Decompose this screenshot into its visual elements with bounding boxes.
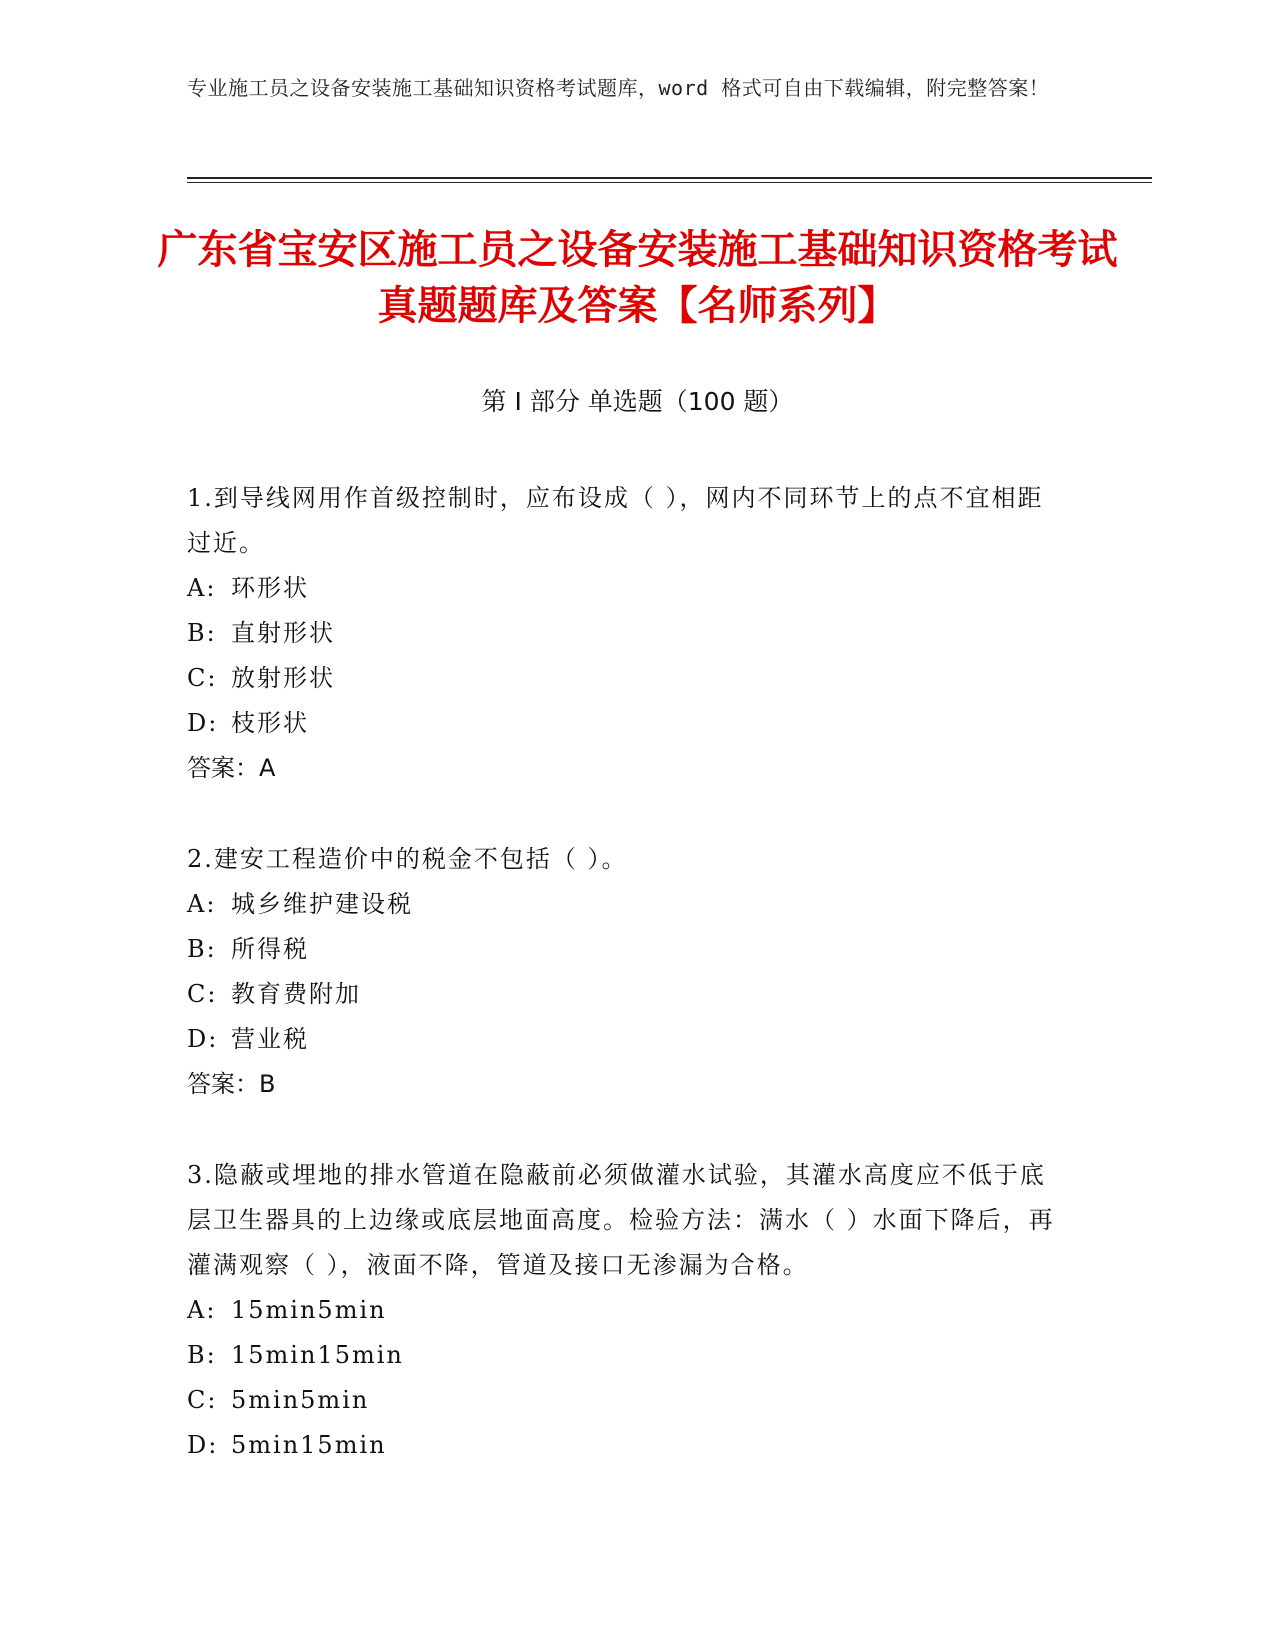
option-key: A: — [187, 1296, 217, 1324]
option-text: 直射形状 — [231, 619, 335, 647]
section-title: 第 I 部分 单选题（100 题） — [481, 387, 794, 416]
option-key: D: — [187, 1431, 219, 1459]
question-1 — [187, 476, 1067, 791]
question-list — [187, 476, 1067, 1514]
question-3 — [187, 1153, 1067, 1468]
option-key: C: — [187, 1386, 218, 1414]
option-d — [187, 1017, 1067, 1062]
option-text: 环形状 — [231, 574, 309, 602]
option-c — [187, 1378, 1067, 1423]
option-text: 教育费附加 — [231, 980, 361, 1008]
option-text: 5min5min — [231, 1386, 370, 1414]
option-b — [187, 927, 1067, 972]
option-text: 营业税 — [231, 1025, 309, 1053]
question-2 — [187, 837, 1067, 1107]
question-stem: 3.隐蔽或埋地的排水管道在隐蔽前必须做灌水试验，其灌水高度应不低于底层卫生器具的上边缘或底层地面高度。检验方法：满水（ ）水面下降后，再灌满观察（ ），液面不降，管道及接口无渗漏为合格。 — [187, 1161, 1055, 1279]
option-a — [187, 566, 1067, 611]
option-c — [187, 972, 1067, 1017]
answer-line: 答案：A — [187, 754, 276, 782]
option-c — [187, 656, 1067, 701]
question-stem: 2.建安工程造价中的税金不包括（ ）。 — [187, 845, 628, 873]
option-b — [187, 611, 1067, 656]
option-key: C: — [187, 980, 218, 1008]
option-text: 所得税 — [231, 935, 309, 963]
option-key: C: — [187, 664, 218, 692]
option-text: 15min15min — [231, 1341, 404, 1369]
option-key: D: — [187, 709, 219, 737]
header-divider-thin — [187, 182, 1152, 183]
header-divider-thick — [187, 177, 1152, 179]
option-key: A: — [187, 890, 217, 918]
option-key: B: — [187, 935, 217, 963]
option-text: 城乡维护建设税 — [231, 890, 413, 918]
option-b — [187, 1333, 1067, 1378]
question-stem: 1.到导线网用作首级控制时，应布设成（ ），网内不同环节上的点不宜相距过近。 — [187, 484, 1044, 557]
option-text: 枝形状 — [231, 709, 309, 737]
option-d — [187, 1423, 1067, 1468]
option-key: A: — [187, 574, 217, 602]
option-d — [187, 701, 1067, 746]
option-key: B: — [187, 619, 217, 647]
answer-line: 答案：B — [187, 1070, 276, 1098]
option-text: 放射形状 — [231, 664, 335, 692]
document-title: 广东省宝安区施工员之设备安装施工基础知识资格考试真题题库及答案【名师系列】 — [157, 227, 1118, 329]
option-text: 15min5min — [231, 1296, 387, 1324]
option-text: 5min15min — [231, 1431, 387, 1459]
option-a — [187, 882, 1067, 927]
header-note: 专业施工员之设备安装施工基础知识资格考试题库，word 格式可自由下载编辑，附完整答案！ — [187, 76, 1050, 100]
option-a — [187, 1288, 1067, 1333]
option-key: D: — [187, 1025, 219, 1053]
option-key: B: — [187, 1341, 217, 1369]
